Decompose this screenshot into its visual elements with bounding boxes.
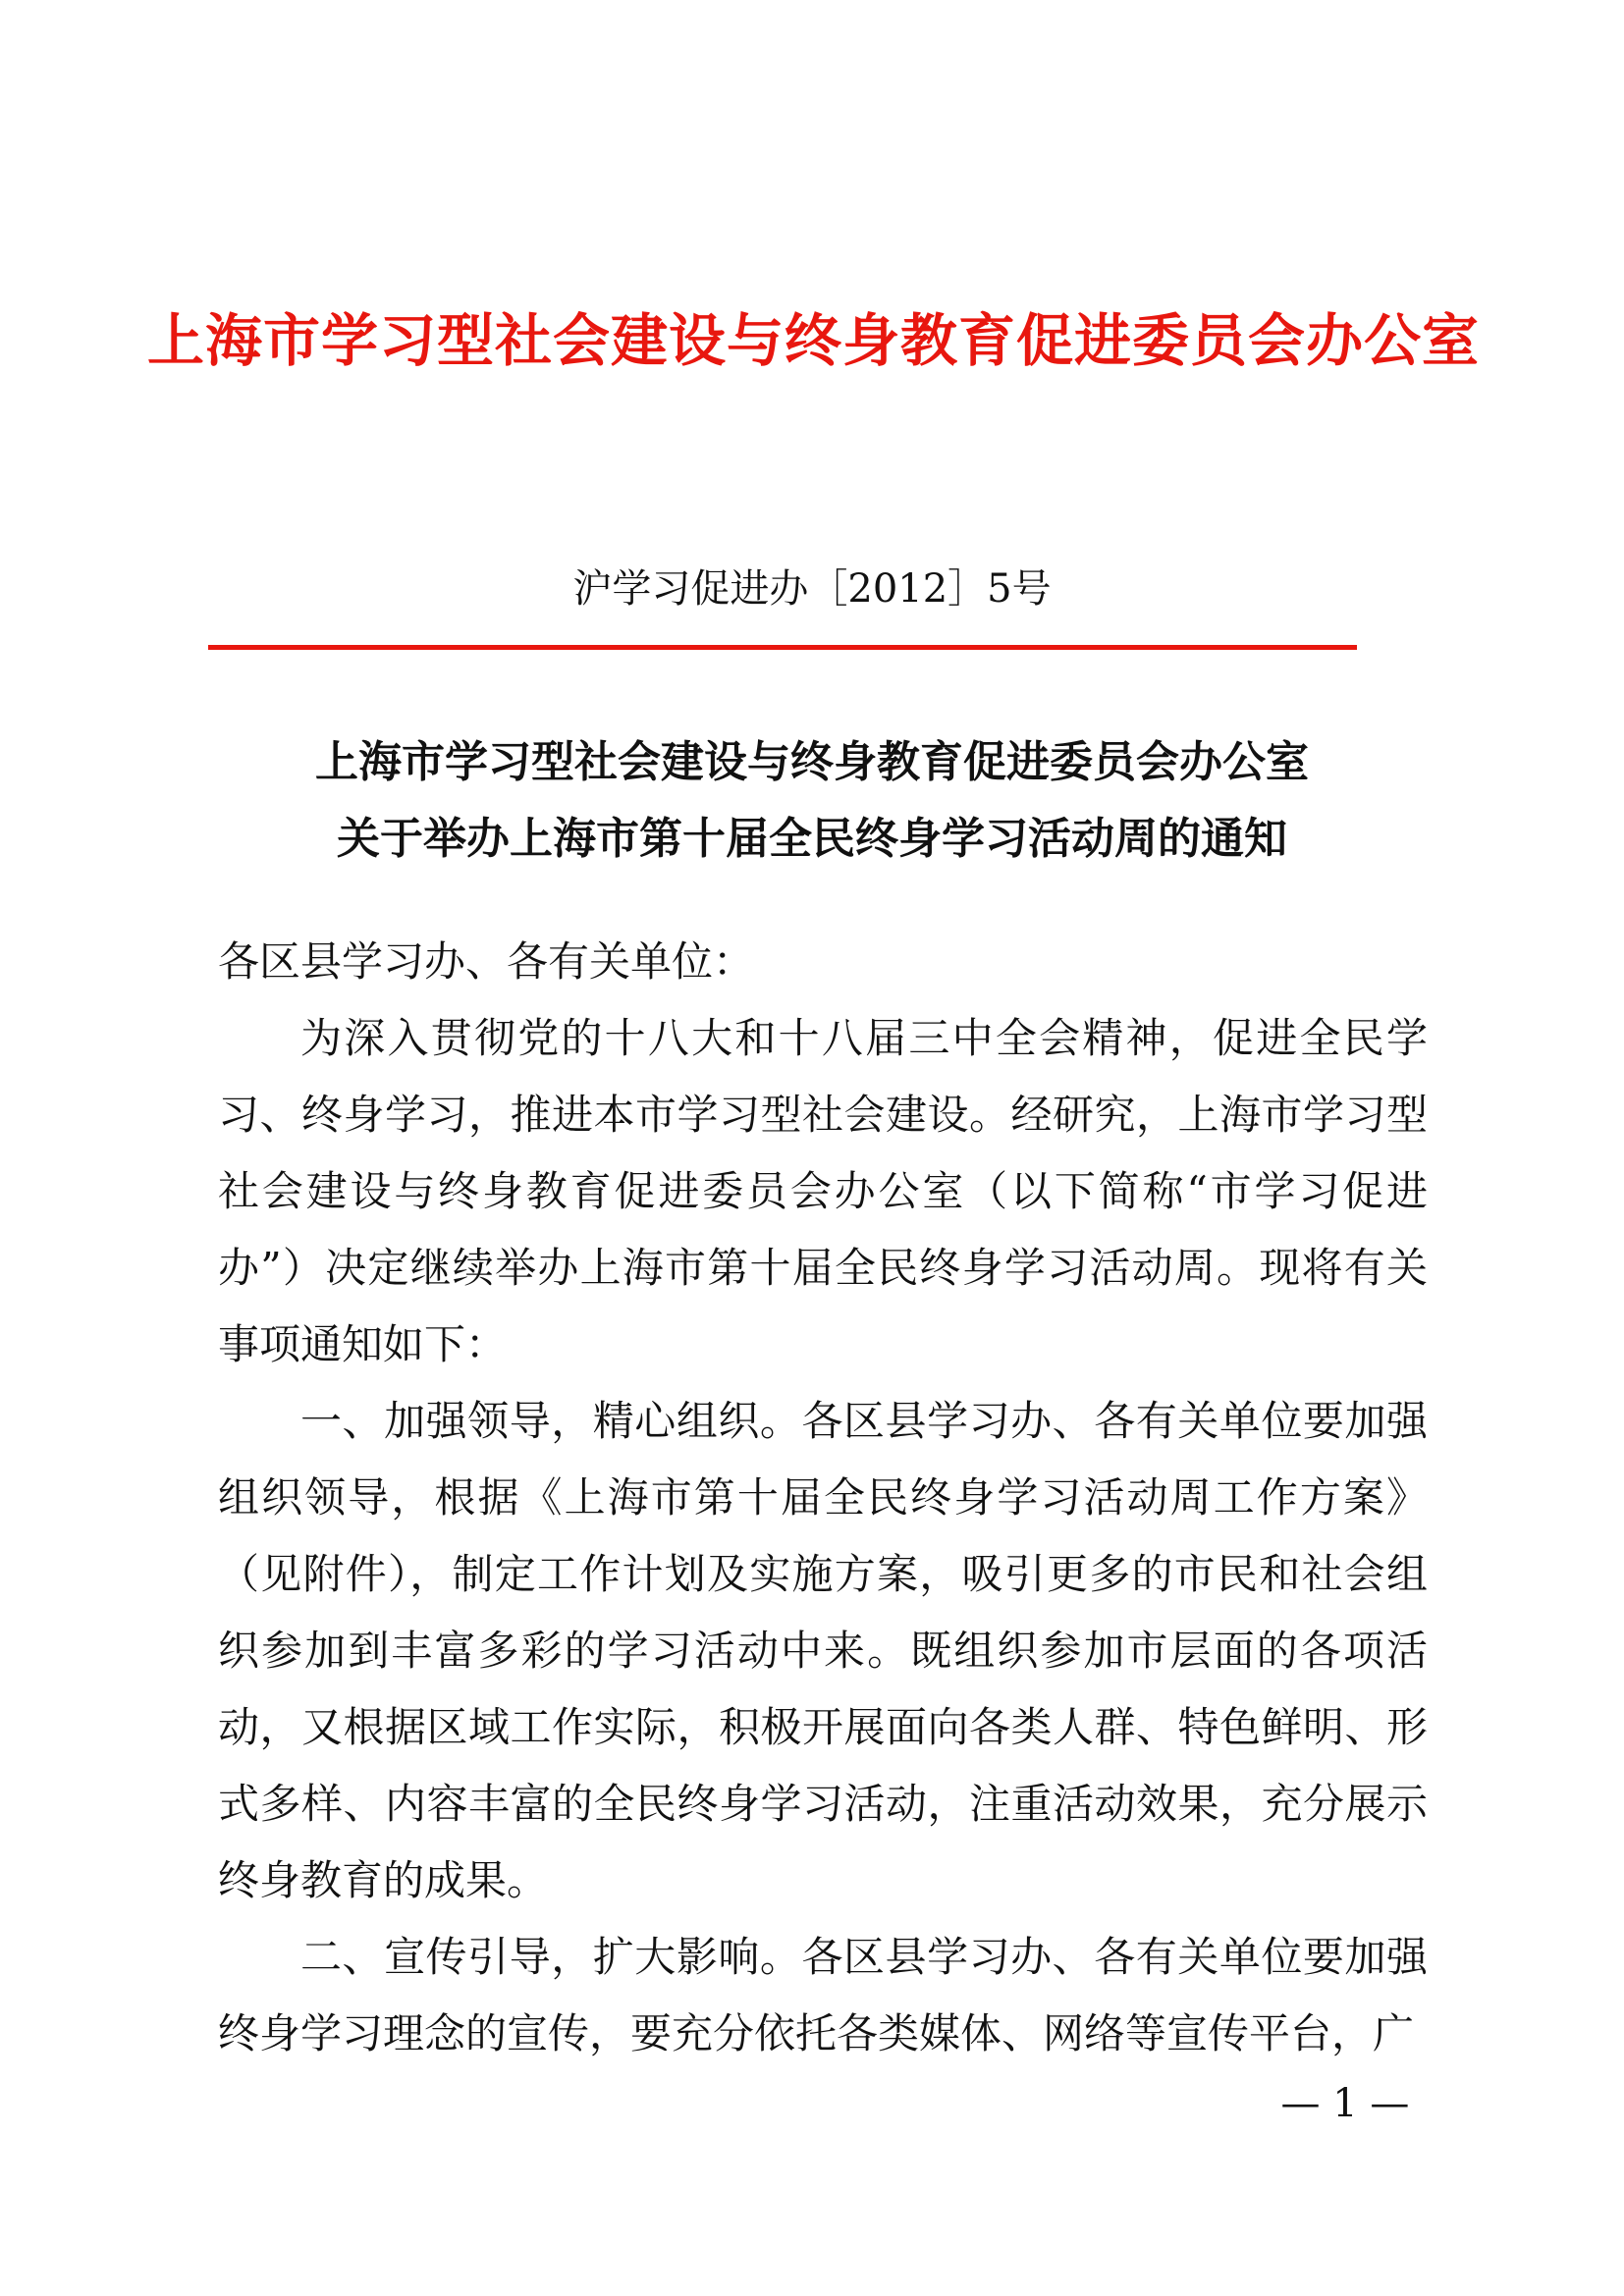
notice-title (147, 724, 1477, 878)
notice-title-line-2: 关于举办上海市第十届全民终身学习活动周的通知 (337, 814, 1287, 864)
paragraph-intro: 为深入贯彻党的十八大和十八届三中全会精神，促进全民学习、终身学习，推进本市学习型社会建设。经研究，上海市学习型社会建设与终身教育促进委员会办公室（以下简称“市学习促进办”）决定继续举办上海市第十届全民终身学习活动周。现将有关事项通知如下： (218, 1014, 1428, 1368)
issuing-office-header: 上海市学习型社会建设与终身教育促进委员会办公室 (147, 307, 1481, 374)
document-number: 沪学习促进办［2012］5号 (572, 566, 1052, 612)
notice-body (218, 924, 1428, 2072)
notice-title-line-1: 上海市学习型社会建设与终身教育促进委员会办公室 (315, 737, 1309, 787)
page-number: — 1 — (1280, 2081, 1410, 2126)
red-separator-line (208, 645, 1357, 650)
salutation: 各区县学习办、各有关单位： (218, 937, 755, 986)
paragraph-section-1: 一、加强领导，精心组织。各区县学习办、各有关单位要加强组织领导，根据《上海市第十届全民终身学习活动周工作方案》（见附件），制定工作计划及实施方案，吸引更多的市民和社会组织参加到丰富多彩的学习活动中来。既组织参加市层面的各项活动，又根据区域工作实际，积极开展面向各类人群、特色鲜明、形式多样、内容丰富的全民终身学习活动，注重活动效果，充分展示终身教育的成果。 (218, 1397, 1428, 1904)
paragraph-section-2: 二、宣传引导，扩大影响。各区县学习办、各有关单位要加强终身学习理念的宣传，要充分依托各类媒体、网络等宣传平台，广 (218, 1933, 1428, 2057)
